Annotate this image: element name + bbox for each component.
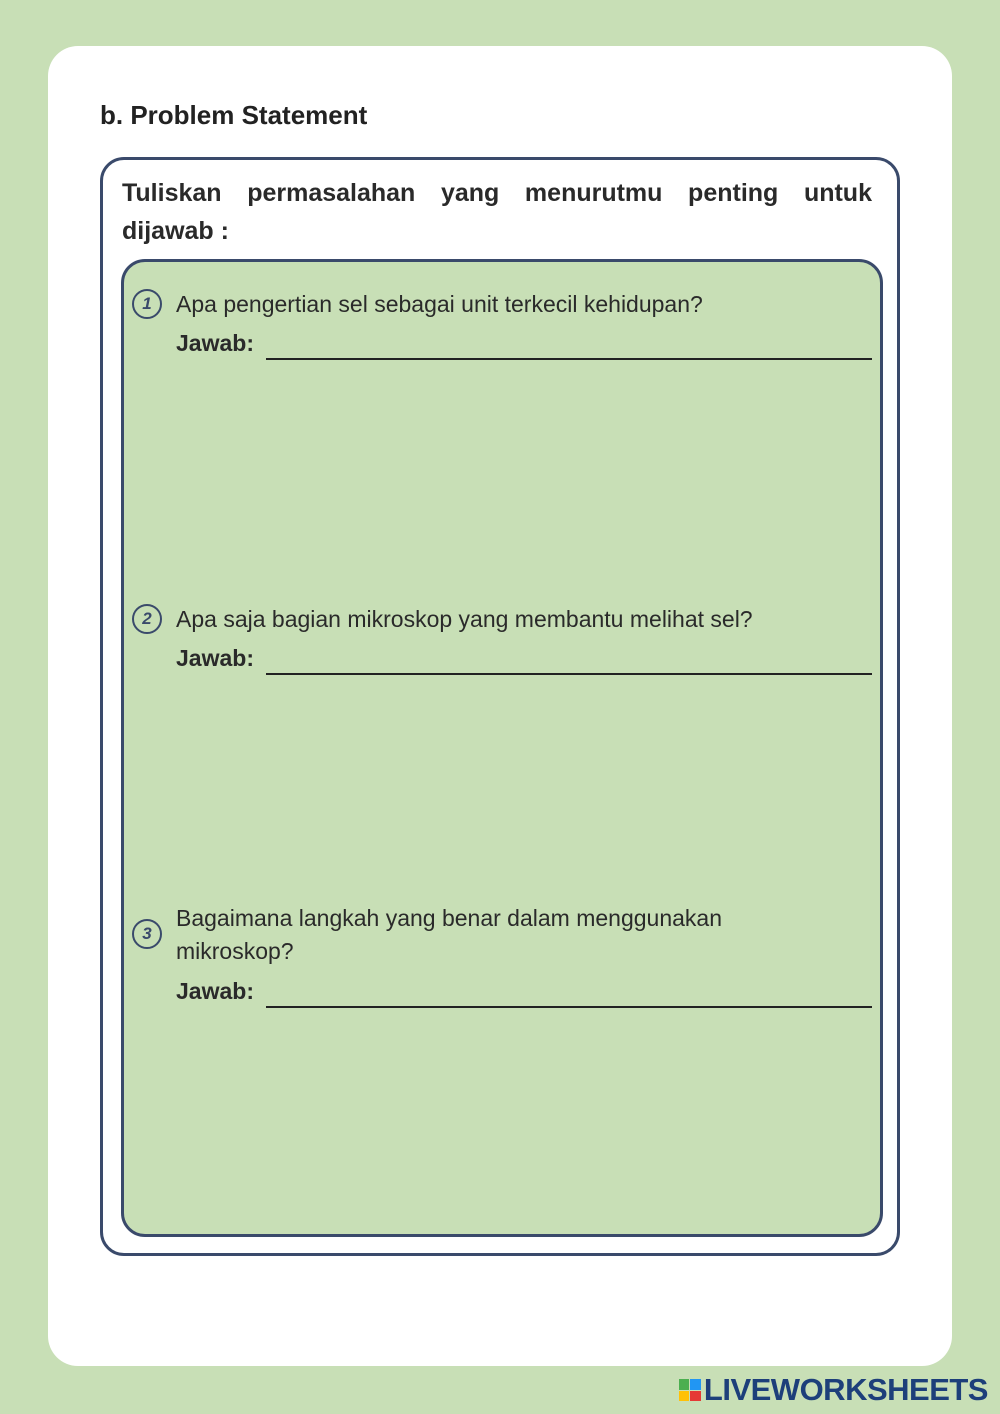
question-text: Bagaimana langkah yang benar dalam menggunakan mikroskop? [176, 905, 723, 964]
answer-input[interactable] [266, 645, 872, 675]
question-text: Apa saja bagian mikroskop yang membantu melihat sel? [176, 606, 753, 632]
answer-input[interactable] [266, 978, 872, 1008]
logo-cell [690, 1379, 701, 1390]
brand-text: LIVEWORKSHEETS [703, 1372, 988, 1407]
logo-cell [679, 1379, 690, 1390]
logo-cell [679, 1391, 690, 1402]
answer-row [176, 641, 872, 675]
number-badge-icon: 1 [132, 289, 162, 319]
logo-cell [690, 1391, 701, 1402]
worksheet-page [48, 46, 952, 1366]
instruction-text: Tuliskan permasalahan yang menurutmu penting untuk dijawab : [122, 179, 872, 245]
answer-input[interactable] [266, 330, 872, 360]
problem-statement-box [100, 157, 900, 1256]
liveworksheets-logo-icon [679, 1379, 701, 1401]
answer-label: Jawab: [176, 330, 254, 356]
answer-row [176, 974, 872, 1008]
questions-panel [121, 259, 883, 1237]
answer-row [176, 326, 872, 360]
number-badge-icon: 3 [132, 919, 162, 949]
liveworksheets-brand[interactable] [679, 1372, 988, 1408]
answer-label: Jawab: [176, 978, 254, 1004]
question-text: Apa pengertian sel sebagai unit terkecil kehidupan? [176, 291, 703, 317]
section-title: b. Problem Statement [100, 100, 368, 130]
answer-label: Jawab: [176, 645, 254, 671]
number-badge-icon: 2 [132, 604, 162, 634]
